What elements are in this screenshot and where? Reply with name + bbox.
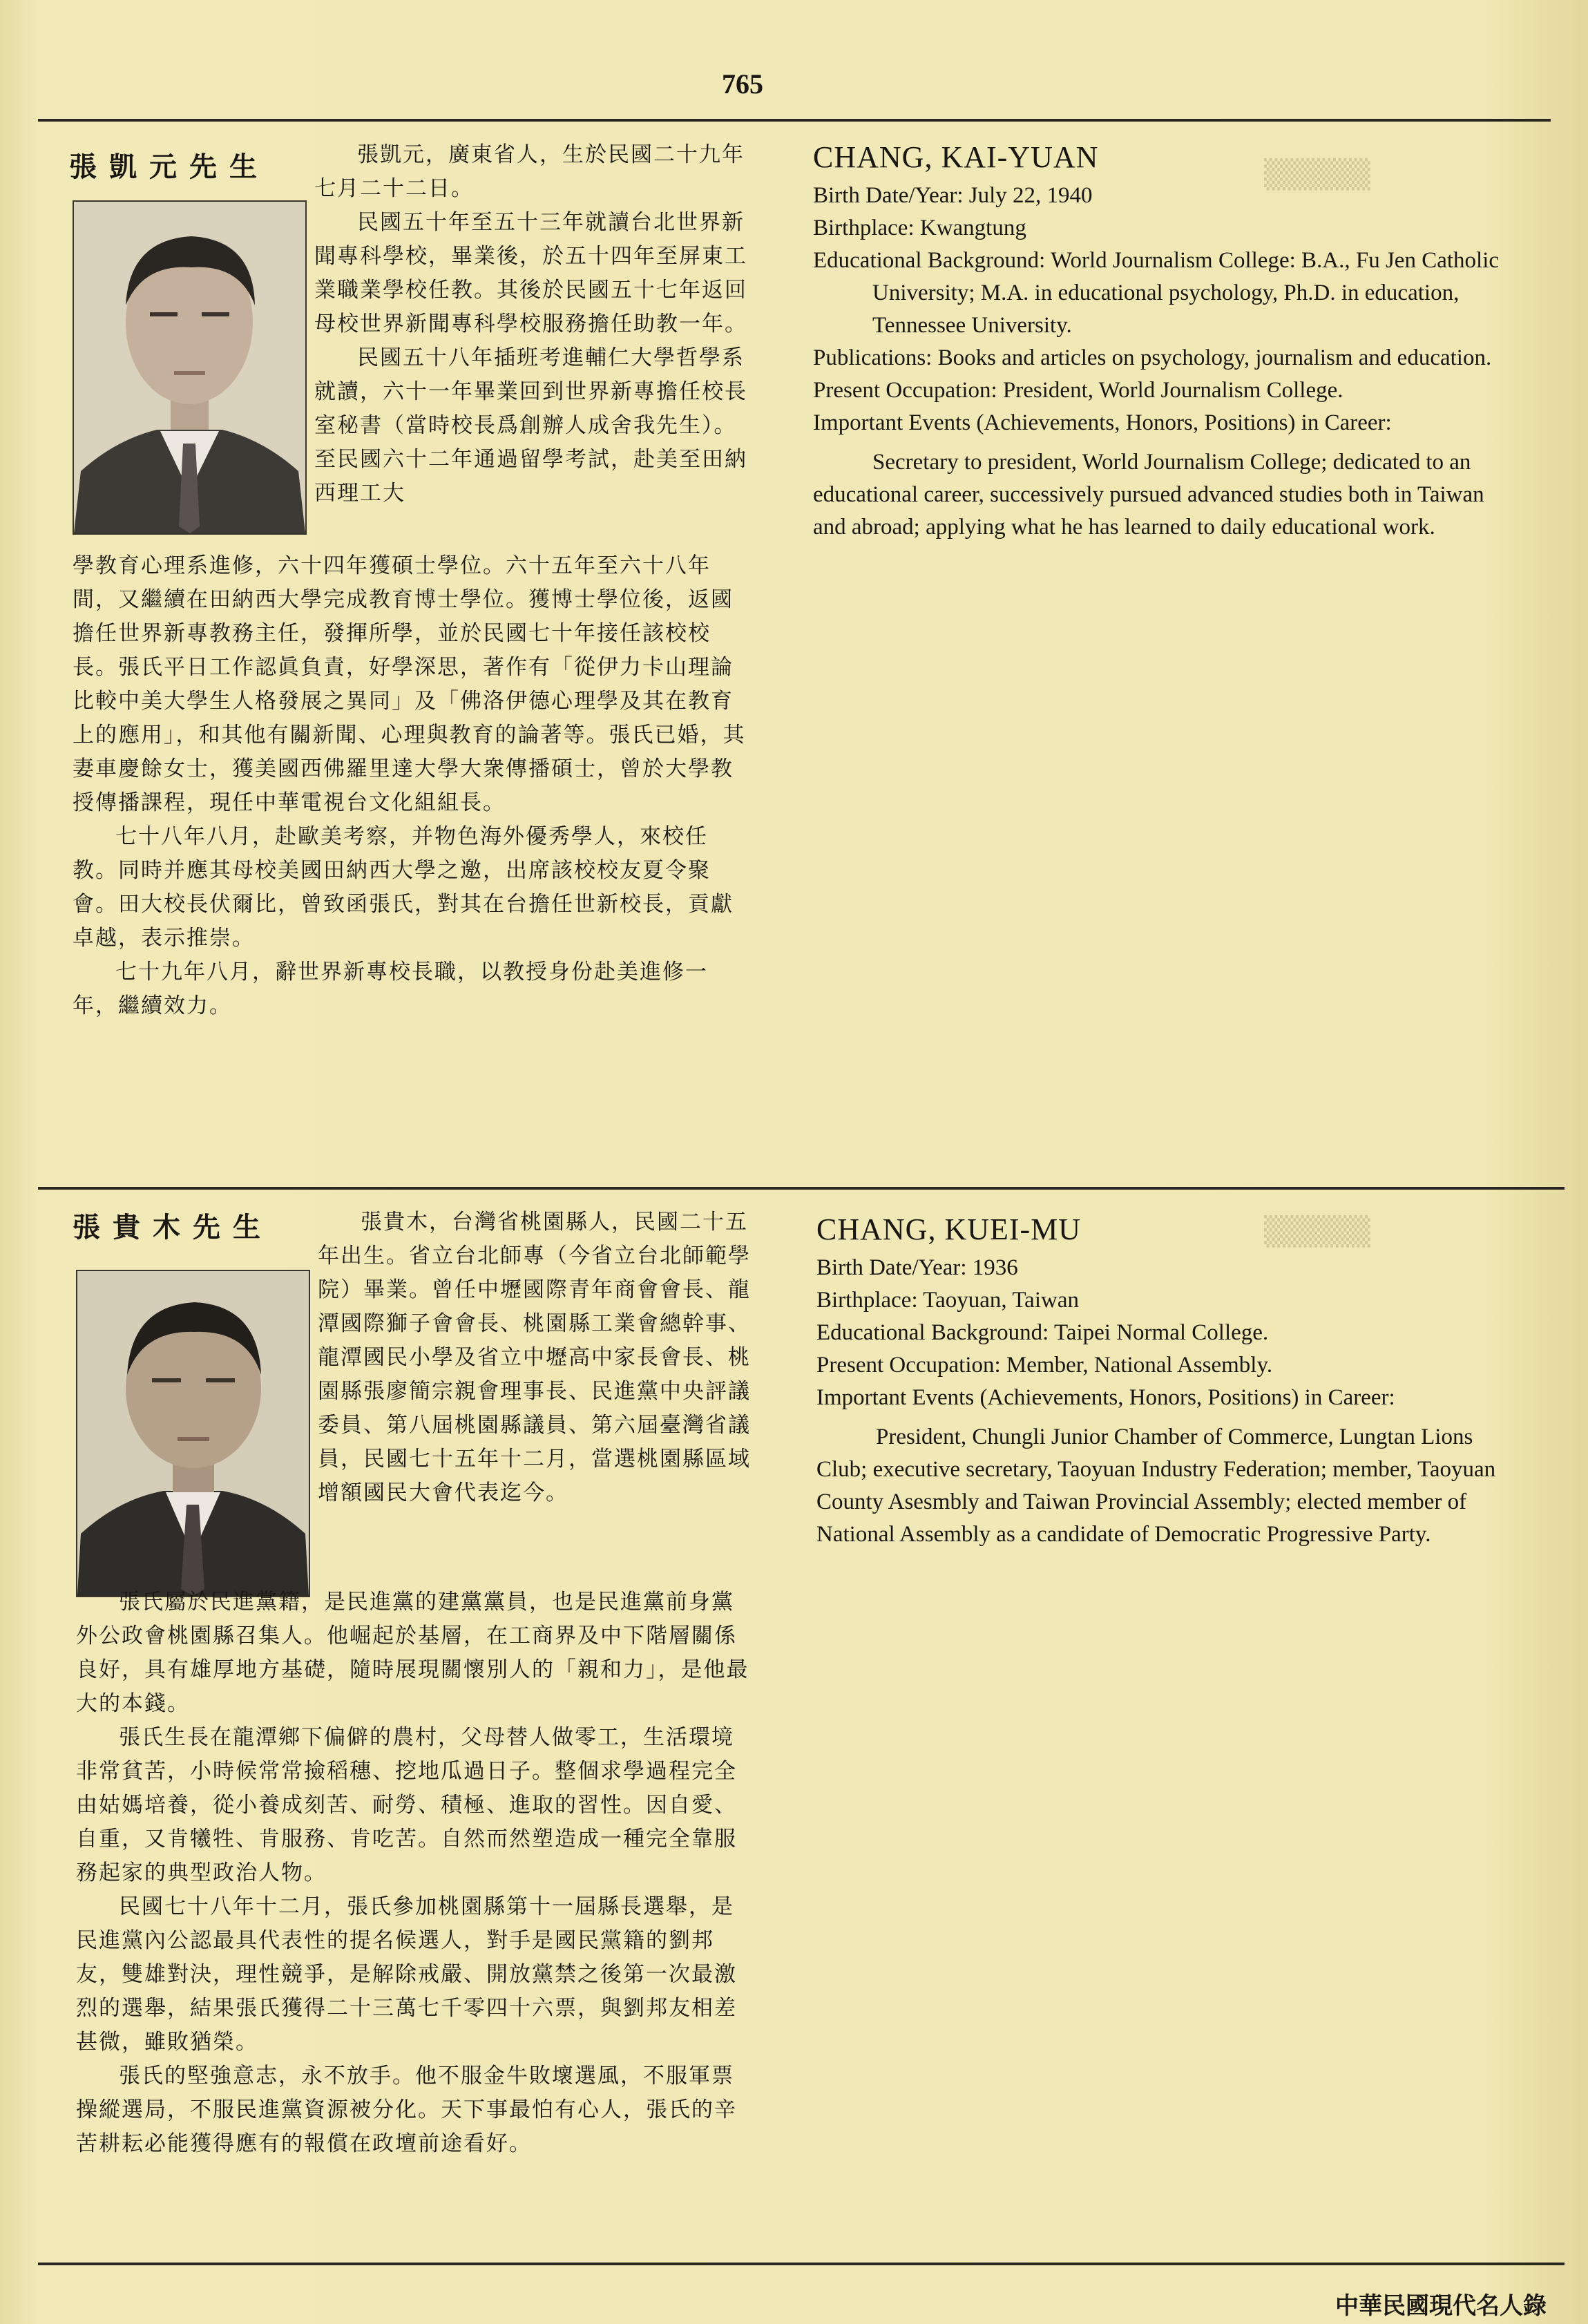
entry-1-birthplace: Birthplace: Kwangtung bbox=[813, 216, 1026, 240]
entry-1-occupation: Present Occupation: President, World Journalism College. bbox=[813, 378, 1343, 403]
bottom-rule bbox=[38, 2263, 1565, 2265]
entry-2-chinese-bio-wide: 張氏屬於民進黨籍，是民進黨的建黨黨員，也是民進黨前身黨外公政會桃園縣召集人。他崛起於基層，在工商界及中下階層關係良好，具有雄厚地方基礎，隨時展現關懷別人的「親和力」，是他最大的本錢。 張氏生長在龍潭鄉下偏僻的農村，父母替人做零工，生活環境非常貧苦，小時候常常撿稻穗、挖地瓜過日子。整個求學過程完全由姑媽培養，從小養成刻苦、耐勞、積極、進取的習性。因自愛、自重，又肯犧牲、肯服務、肯吃苦。自然而然塑造成一種完全靠服務起家的典型政治人物。 民國七十八年十二月，張氏參加桃園縣第十一屆縣長選舉，是民進黨內公認最具代表性的提名候選人，對手是國民黨籍的劉邦友，雙雄對決，理性競爭，是解除戒嚴、開放黨禁之後第一次最激烈的選舉，結果張氏獲得二十三萬七千零四十六票，與劉邦友相差甚微，雖敗猶榮。 張氏的堅強意志，永不放手。他不服金牛敗壞選風，不服軍票操縱選局，不服民進黨資源被分化。天下事最怕有心人，張氏的辛苦耕耘必能獲得應有的報償在政壇前途看好。 bbox=[76, 1590, 749, 2156]
entry-1-publications: Publications: Books and articles on psychology, journalism and education. bbox=[813, 345, 1492, 370]
entry-2-occupation: Present Occupation: Member, National Assembly. bbox=[816, 1353, 1273, 1378]
entry-1-education: Educational Background: World Journalism College: B.A., Fu Jen Catholic University; M.A. in educational psychology, Ph.D. in education, Tennessee University. bbox=[813, 248, 1500, 338]
entry-1-english-name: CHANG, KAI-YUAN bbox=[813, 140, 1099, 174]
entry-1-events-label: Important Events (Achievements, Honors, Positions) in Career: bbox=[813, 410, 1392, 435]
entry-1-portrait-photo bbox=[73, 200, 307, 535]
page-number: 765 bbox=[722, 68, 763, 99]
entry-2-career: President, Chungli Junior Chamber of Commerce, Lungtan Lions Club; executive secretary, Taoyuan Industry Federation; member, Taoyuan County Asesmbly and Taiwan Provincial Assembly; elected member of National Assembly as a candidate of Democratic Progressive Party. bbox=[816, 1425, 1496, 1547]
middle-rule bbox=[38, 1187, 1565, 1190]
entry-1-career: Secretary to president, World Journalism College; dedicated to an educational career, successively pursued advanced studies both in Taiwan and abroad; applying what he has learned to daily educational work. bbox=[813, 450, 1484, 540]
entry-1-birth-date: Birth Date/Year: July 22, 1940 bbox=[813, 183, 1093, 208]
top-rule bbox=[38, 119, 1551, 122]
bleed-through-text: ▒▒▒▒▒ bbox=[1264, 1216, 1370, 1248]
entry-2-english-name: CHANG, KUEI-MU bbox=[816, 1212, 1082, 1246]
bleed-through-text: ▒▒▒▒▒ bbox=[1264, 159, 1370, 191]
entry-1-english-bio bbox=[813, 138, 1507, 544]
entry-1-chinese-bio-wide: 學教育心理系進修，六十四年獲碩士學位。六十五年至六十八年間，又繼續在田納西大學完成教育博士學位。獲博士學位後，返國擔任世界新專教務主任，發揮所學，並於民國七十年接任該校校長。張氏平日工作認眞負責，好學深思，著作有「從伊力卡山理論比較中美大學生人格發展之異同」及「佛洛伊德心理學及其在教育上的應用」，和其他有關新聞、心理與教育的論著等。張氏已婚，其妻車慶餘女士，獲美國西佛羅里達大學大衆傳播碩士，曾於大學教授傳播課程，現任中華電視台文化組組長。 七十八年八月，赴歐美考察，并物色海外優秀學人，來校任教。同時并應其母校美國田納西大學之邀，出席該校校友夏令聚會。田大校長伏爾比，曾致函張氏，對其在台擔任世新校長，貢獻卓越，表示推崇。 七十九年八月，辭世界新專校長職，以教授身份赴美進修一年，繼續效力。 bbox=[73, 553, 746, 1018]
entry-2-events-label: Important Events (Achievements, Honors, Positions) in Career: bbox=[816, 1385, 1395, 1410]
book-title-footer: 中華民國現代名人錄 bbox=[1335, 2292, 1547, 2320]
entry-2-birthplace: Birthplace: Taoyuan, Taiwan bbox=[816, 1288, 1079, 1313]
entry-2-english-bio bbox=[816, 1210, 1507, 1551]
entry-2-chinese-bio-intro: 張貴木，台灣省桃園縣人，民國二十五年出生。省立台北師專（今省立台北師範學院）畢業。曾任中壢國際青年商會會長、龍潭國際獅子會會長、桃園縣工業會總幹事、龍潭國民小學及省立中壢高中家長會長、桃園縣張廖簡宗親會理事長、民進黨中央評議委員、第八屆桃園縣議員、第六屆臺灣省議員，民國七十五年十二月，當選桃園縣區域增額國民大會代表迄今。 bbox=[318, 1210, 751, 1505]
entry-2-education: Educational Background: Taipei Normal College. bbox=[816, 1320, 1269, 1345]
entry-2-portrait-photo bbox=[76, 1270, 310, 1597]
entry-1-chinese-name: 張凱元先生 bbox=[69, 151, 269, 183]
entry-1-chinese-bio-intro: 張凱元，廣東省人，生於民國二十九年七月二十二日。 民國五十年至五十三年就讀台北世界新聞專科學校，畢業後，於五十四年至屏東工業職業學校任教。其後於民國五十七年返回母校世界新聞專科學校服務擔任助教一年。 民國五十八年插班考進輔仁大學哲學系就讀，六十一年畢業回到世界新專擔任校長室秘書（當時校長爲創辦人成舍我先生）。至民國六十二年通過留學考試，赴美至田納西理工大 bbox=[314, 142, 747, 506]
entry-2-chinese-name: 張貴木先生 bbox=[73, 1212, 273, 1244]
entry-2-birth-date: Birth Date/Year: 1936 bbox=[816, 1255, 1018, 1280]
